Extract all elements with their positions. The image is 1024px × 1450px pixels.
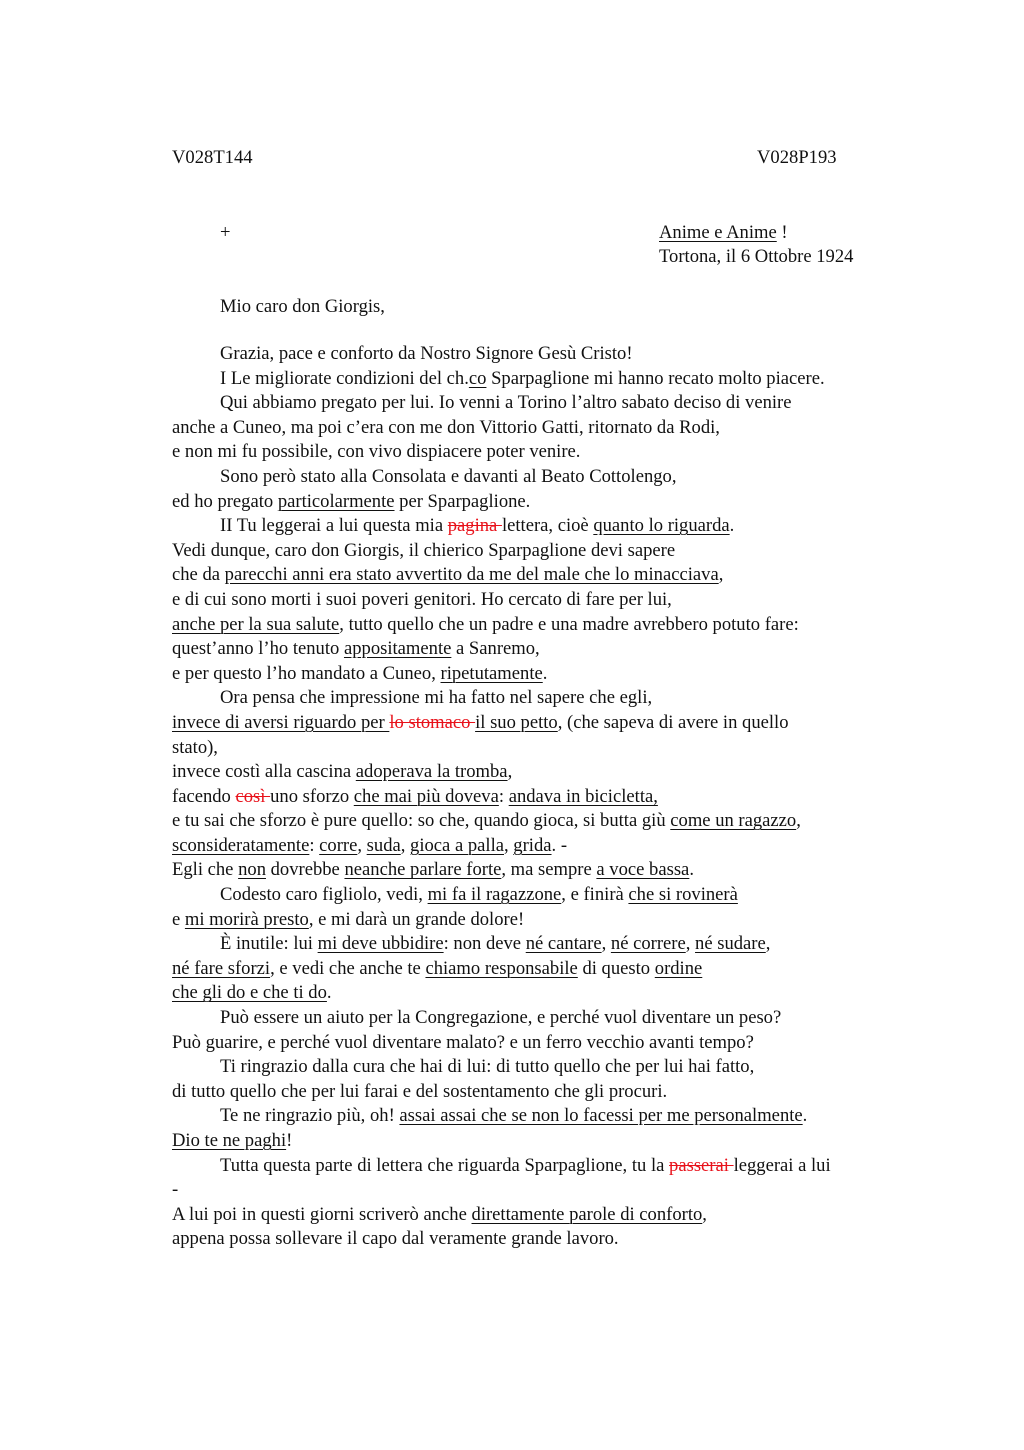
underlined-text: né correre (610, 933, 686, 955)
line-text: stato), (172, 736, 218, 758)
underlined-text: che si rovinerà (628, 884, 738, 906)
underlined-text: il suo petto (475, 711, 558, 733)
letter-line (172, 981, 912, 1006)
underlined-text: anche per la sua salute (172, 613, 340, 635)
letter-line (172, 1055, 912, 1080)
line-text: uno sforzo (270, 785, 354, 807)
letter-line (172, 440, 912, 465)
letter-line (172, 736, 912, 761)
line-text: a Sanremo, (451, 638, 540, 660)
letter-line (172, 1031, 912, 1056)
underlined-text: neanche parlare forte (344, 859, 502, 881)
line-text: - (172, 1179, 179, 1201)
letter-body (172, 342, 912, 1252)
line-text: , (796, 810, 801, 832)
line-text: Ora pensa che impressione mi ha fatto nel sapere che egli, (220, 687, 653, 709)
underlined-text: co (468, 367, 487, 389)
underlined-text: mi deve ubbidire (317, 933, 444, 955)
place-date: Tortona, il 6 Ottobre 1924 (659, 246, 854, 267)
line-text: Può guarire, e perché vuol diventare malato? e un ferro vecchio avanti tempo? (172, 1031, 754, 1053)
underlined-text: chiamo responsabile (425, 957, 578, 979)
letter-line (172, 490, 912, 515)
line-text: Può essere un aiuto per la Congregazione, e perché vuol diventare un peso? (220, 1007, 782, 1029)
underlined-text: né cantare (525, 933, 602, 955)
underlined-text: non (238, 859, 266, 881)
letter-line (172, 711, 912, 736)
letter-line (172, 1227, 912, 1252)
underlined-text: andava in bicicletta, (508, 785, 658, 807)
line-text: e (172, 908, 185, 930)
line-text: , e vedi che anche te (270, 957, 426, 979)
line-text: che da (172, 564, 225, 586)
letter-line (172, 637, 912, 662)
underlined-text: che mai più doveva (353, 785, 499, 807)
underlined-text: particolarmente (277, 490, 395, 512)
letter-line (172, 563, 912, 588)
letter-line (172, 957, 912, 982)
line-text: leggerai a lui (733, 1154, 831, 1176)
underlined-text: grida (513, 834, 552, 856)
underlined-text: adoperava la tromba (355, 761, 508, 783)
line-text: per Sparpaglione. (394, 490, 531, 512)
letter-line (172, 1080, 912, 1105)
line-text: Sparpaglione mi hanno recato molto piacere. (486, 367, 825, 389)
line-text: , e finirà (561, 884, 629, 906)
line-text: . (729, 515, 735, 537)
underlined-text: direttamente parole di conforto (471, 1203, 703, 1225)
line-text: Grazia, pace e conforto da Nostro Signore Gesù Cristo! (220, 343, 633, 364)
line-text: facendo (172, 785, 236, 807)
cross-symbol: + (220, 222, 231, 243)
line-text: , (504, 834, 514, 856)
letter-line (172, 1203, 912, 1228)
letter-line (172, 1129, 912, 1154)
deleted-text: pagina (447, 515, 502, 537)
line-text: . (689, 859, 694, 881)
underlined-text: mi fa il ragazzone (427, 884, 562, 906)
letter-line (172, 858, 912, 883)
salutation: Mio caro don Giorgis, (220, 296, 385, 317)
underlined-text: ordine (654, 957, 703, 979)
line-text: II Tu leggerai a lui questa mia (220, 515, 448, 537)
line-text: : (309, 834, 320, 856)
deleted-text: così (235, 785, 271, 807)
letter-line (172, 465, 912, 490)
letter-line (172, 932, 912, 957)
line-text: e di cui sono morti i suoi poveri genitori. Ho cercato di fare per lui, (172, 588, 672, 610)
letter-title-excl: ! (776, 222, 788, 243)
letter-line (172, 760, 912, 785)
line-text: lettera, cioè (501, 515, 594, 537)
letter-line (172, 662, 912, 687)
underlined-text: né sudare (695, 933, 766, 955)
letter-line (172, 367, 912, 392)
underlined-text: quanto lo riguarda (593, 515, 730, 537)
underlined-text: parecchi anni era stato avvertito da me del male che lo minacciava (224, 564, 719, 586)
deleted-text: lo stomaco (389, 711, 476, 733)
line-text: Tutta questa parte di lettera che riguarda Sparpaglione, tu la (220, 1154, 670, 1176)
letter-line (172, 686, 912, 711)
document-code-left: V028T144 (172, 147, 253, 168)
underlined-text: assai assai che se non lo facessi per me personalmente (399, 1105, 803, 1127)
underlined-text: che gli do e che ti do (172, 982, 327, 1004)
underlined-text: sconsideratamente (172, 834, 310, 856)
letter-line (172, 883, 912, 908)
letter-line (172, 1104, 912, 1129)
underlined-text: appositamente (343, 638, 452, 660)
line-text: , (400, 834, 411, 856)
line-text: invece costì alla cascina (172, 761, 356, 783)
underlined-text: come un ragazzo (670, 810, 797, 832)
line-text: appena possa sollevare il capo dal veramente grande lavoro. (172, 1228, 619, 1250)
underlined-text: invece di aversi riguardo per (172, 711, 390, 733)
line-text: anche a Cuneo, ma poi c’era con me don Vittorio Gatti, ritornato da Rodi, (172, 416, 720, 438)
line-text: , (702, 1203, 707, 1225)
letter-line (172, 539, 912, 564)
line-text: , ma sempre (501, 859, 597, 881)
line-text: di tutto quello che per lui farai e del sostentamento che gli procuri. (172, 1080, 668, 1102)
line-text: Qui abbiamo pregato per lui. Io venni a Torino l’altro sabato deciso di venire (220, 392, 792, 414)
letter-line (172, 613, 912, 638)
line-text: . (802, 1105, 808, 1127)
letter-line (172, 342, 912, 367)
underlined-text: mi morirà presto (184, 908, 309, 930)
underlined-text: né fare sforzi (172, 957, 271, 979)
underlined-text: Dio te ne paghi (172, 1130, 287, 1151)
line-text: , (che sapeva di avere in quello (557, 711, 789, 733)
line-text: e non mi fu possibile, con vivo dispiacere poter venire. (172, 441, 581, 463)
line-text: , (601, 933, 611, 955)
line-text: , (718, 564, 724, 586)
line-text: , (765, 933, 771, 955)
line-text: ! (286, 1130, 293, 1151)
underlined-text: suda (366, 834, 401, 856)
line-text: dovrebbe (265, 859, 345, 881)
letter-line (172, 1154, 912, 1179)
line-text: : non deve (443, 933, 526, 955)
line-text: , tutto quello che un padre e una madre avrebbero potuto fare: (339, 613, 799, 635)
line-text: e tu sai che sforzo è pure quello: so che, quando gioca, si butta giù (172, 810, 671, 832)
letter-line (172, 588, 912, 613)
line-text: Vedi dunque, caro don Giorgis, il chierico Sparpaglione devi sapere (172, 539, 676, 561)
letter-line (172, 416, 912, 441)
line-text: Sono però stato alla Consolata e davanti al Beato Cottolengo, (220, 465, 677, 487)
line-text: I Le migliorate condizioni del ch. (220, 367, 469, 389)
line-text: , e mi darà un grande dolore! (308, 908, 525, 930)
line-text: , (685, 933, 696, 955)
letter-title (659, 222, 788, 244)
letter-line (172, 1178, 912, 1203)
line-text: . - (551, 834, 568, 856)
line-text: A lui poi in questi giorni scriverò anche (172, 1203, 472, 1225)
underlined-text: corre (319, 834, 358, 856)
letter-title-text: Anime e Anime (659, 222, 777, 243)
line-text: , (357, 834, 367, 856)
letter-line (172, 514, 912, 539)
line-text: . (326, 982, 332, 1004)
line-text: . (542, 662, 548, 684)
letter-line (172, 834, 912, 859)
letter-line (172, 809, 912, 834)
line-text: , (507, 761, 513, 783)
line-text: ed ho pregato (172, 490, 278, 512)
line-text: quest’anno l’ho tenuto (172, 638, 344, 660)
line-text: È inutile: lui (220, 933, 318, 955)
letter-line (172, 908, 912, 933)
underlined-text: ripetutamente (440, 662, 543, 684)
letter-line (172, 785, 912, 810)
line-text: : (498, 785, 509, 807)
line-text: di questo (577, 957, 655, 979)
deleted-text: passerai (669, 1154, 734, 1176)
underlined-text: gioca a palla (410, 834, 504, 856)
line-text: Te ne ringrazio più, oh! (220, 1105, 400, 1127)
line-text: Egli che (172, 859, 239, 881)
line-text: Ti ringrazio dalla cura che hai di lui: di tutto quello che per lui hai fatto, (220, 1056, 755, 1078)
letter-line (172, 391, 912, 416)
line-text: Codesto caro figliolo, vedi, (220, 884, 428, 906)
document-code-right: V028P193 (757, 147, 837, 168)
letter-line (172, 1006, 912, 1031)
underlined-text: a voce bassa (596, 859, 690, 881)
line-text: e per questo l’ho mandato a Cuneo, (172, 662, 441, 684)
